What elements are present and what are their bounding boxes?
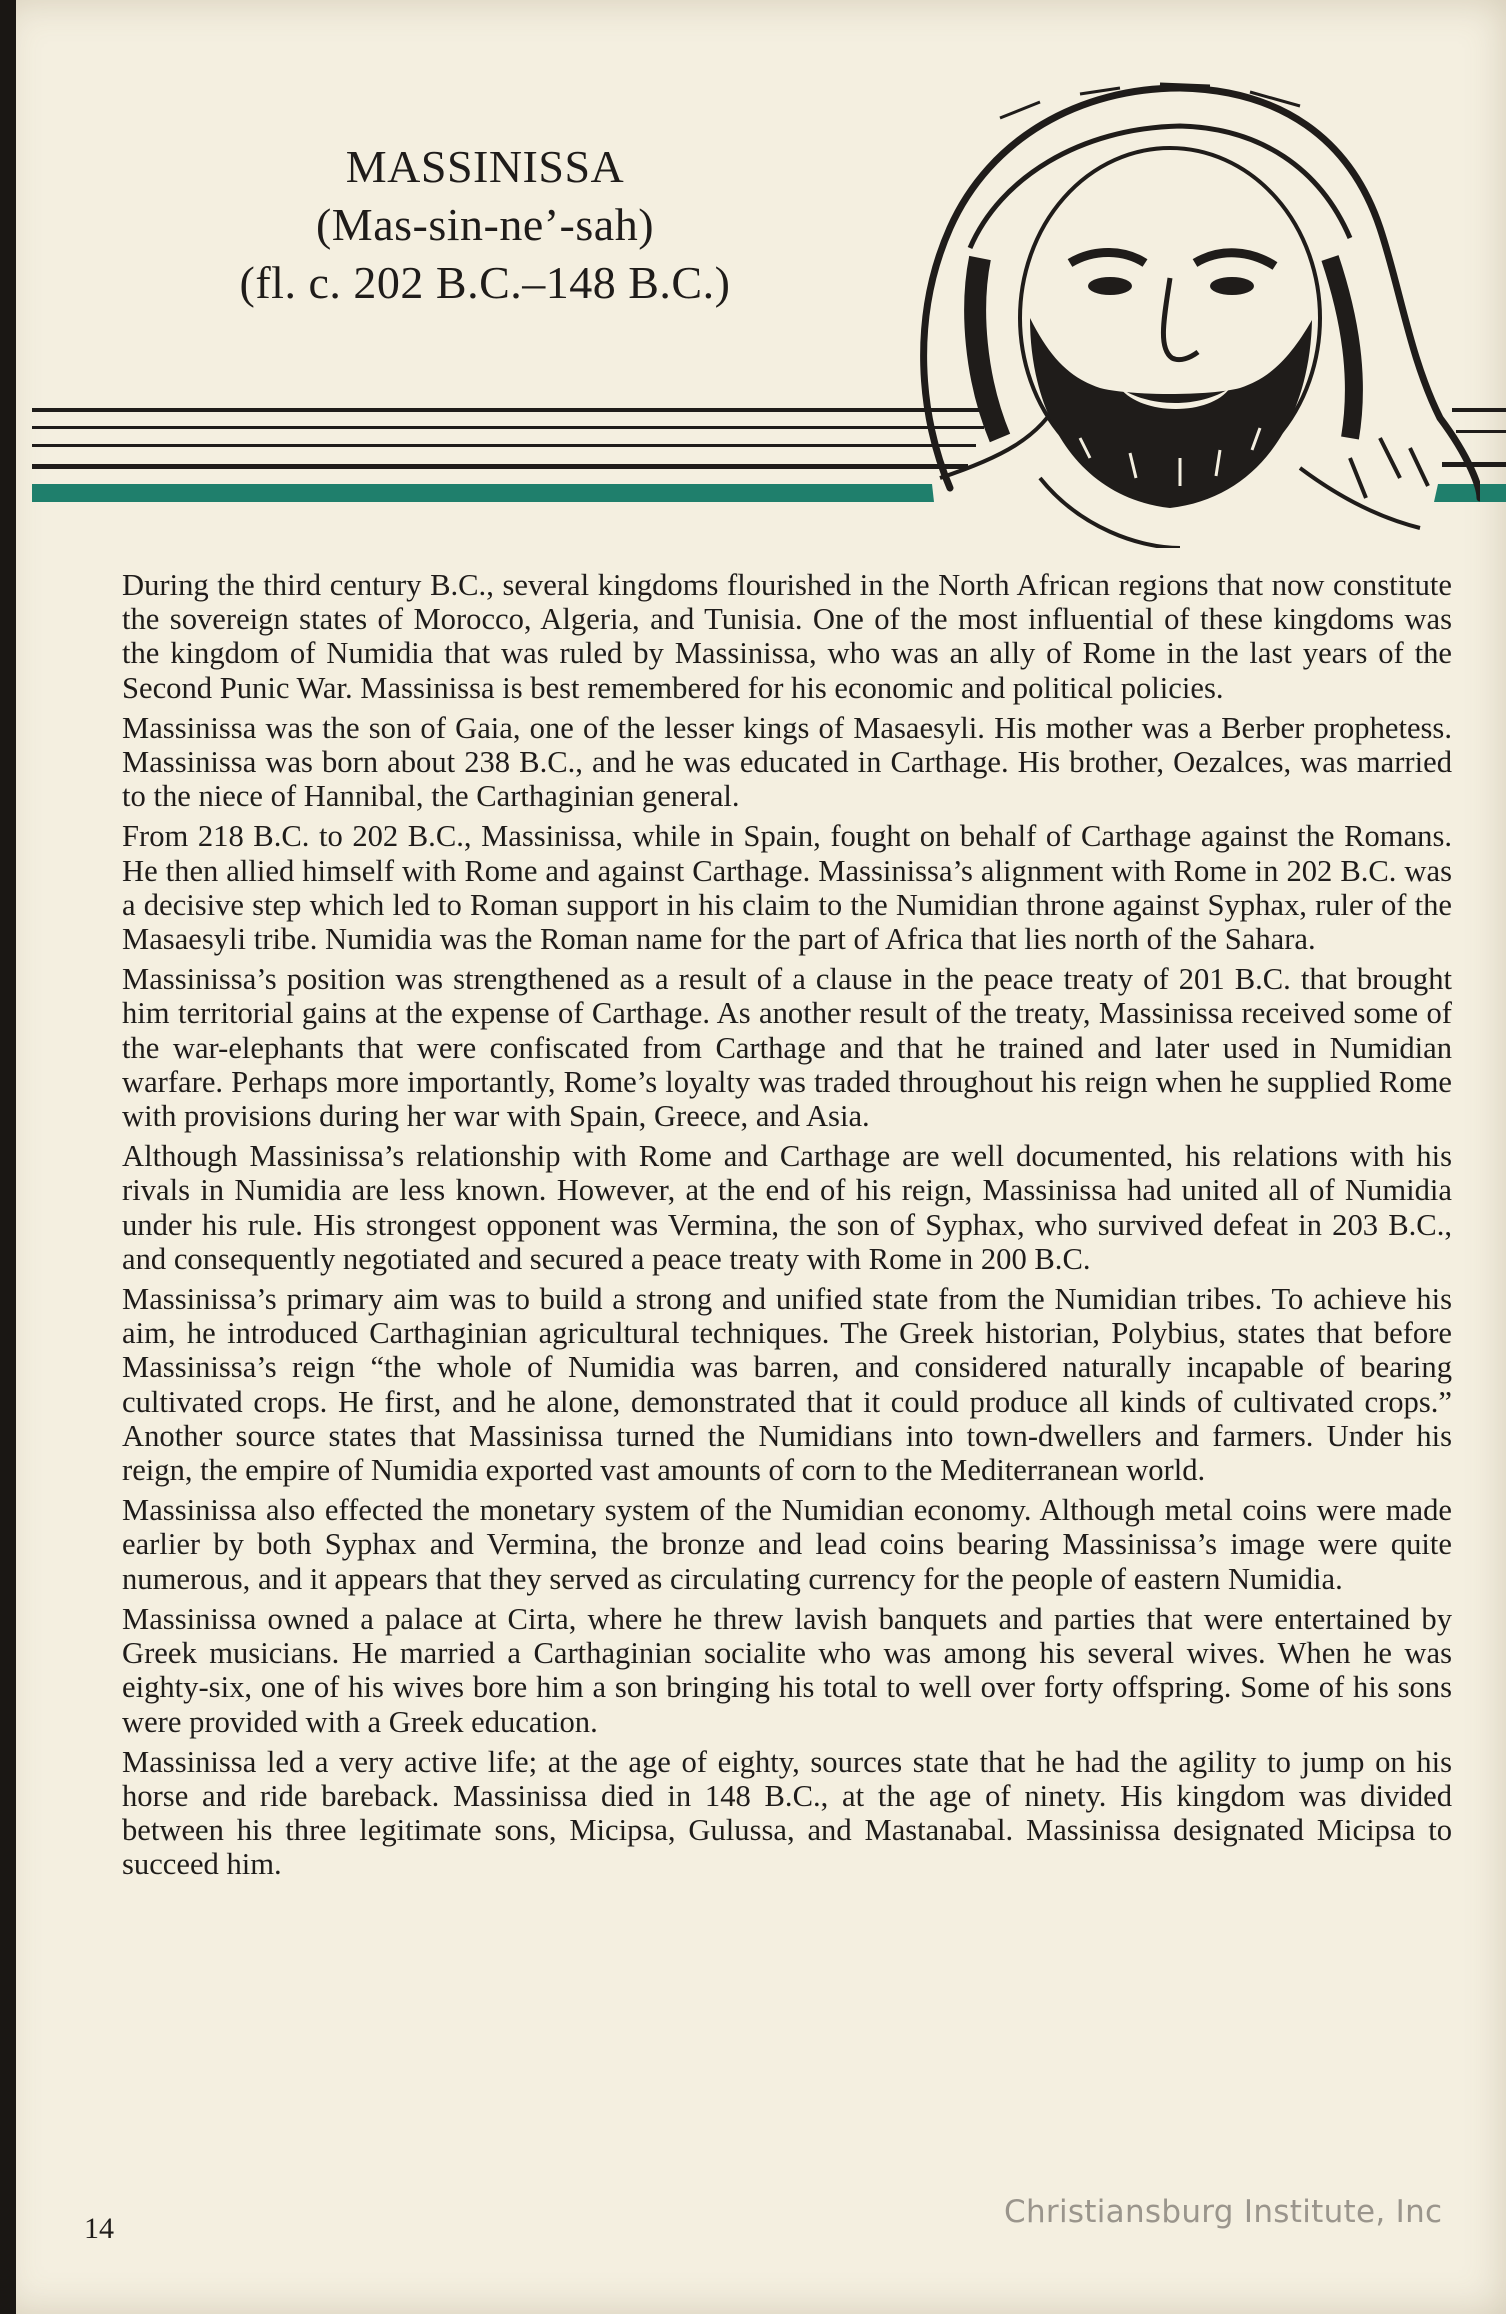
paragraph: Massinissa led a very active life; at the age of eighty, sources state that he had the agility to jump on his horse and ride bareback. Massinissa died in 148 B.C., at the age of ninety. His kingdom was divided between his three legitimate sons, Micipsa, Gulussa, and Mastanabal. Massinissa designated Micipsa to succeed him. — [122, 1744, 1452, 1882]
paragraph: During the third century B.C., several kingdoms flourished in the North African regions that now constitute the sovereign states of Morocco, Algeria, and Tunisia. One of the most influential of these kingdoms was the kingdom of Numidia that was ruled by Massinissa, who was an ally of Rome in the last years of the Second Punic War. Massinissa is best remembered for his economic and political policies. — [122, 568, 1452, 705]
stripe-thin-3 — [32, 444, 976, 447]
paragraph: Massinissa also effected the monetary system of the Numidian economy. Although metal coins were made earlier by both Syphax and Vermina, the bronze and lead coins bearing Massinissa’s image were quite numerous, and it appears that they served as circulating currency for the people of eastern Numidia. — [122, 1493, 1452, 1596]
article-body — [122, 568, 1452, 1888]
portrait-sketch-icon — [880, 58, 1480, 548]
paragraph: Massinissa was the son of Gaia, one of the lesser kings of Masaesyli. His mother was a Berber prophetess. Massinissa was born about 238 B.C., and he was educated in Carthage. His brother, Oezalces, was married to the niece of Hannibal, the Carthaginian general. — [122, 710, 1452, 814]
paragraph: Although Massinissa’s relationship with Rome and Carthage are well documented, his relations with his rivals in Numidia are less known. However, at the end of his reign, Massinissa had united all of Numidia under his rule. His strongest opponent was Vermina, the son of Syphax, who survived defeat in 203 B.C., and consequently negotiated and secured a peace treaty with Rome in 200 B.C. — [122, 1139, 1452, 1276]
title-block — [180, 138, 790, 312]
stripe-green-left — [32, 484, 934, 502]
page-number: 14 — [84, 2212, 114, 2245]
stripe-thin-1 — [32, 408, 992, 412]
page-binding-edge — [0, 0, 16, 2314]
paragraph: From 218 B.C. to 202 B.C., Massinissa, while in Spain, fought on behalf of Carthage against the Romans. He then allied himself with Rome and against Carthage. Massinissa’s alignment with Rome in 202 B.C. was a decisive step which led to Roman support in his claim to the Numidian throne against Syphax, ruler of the Masaesyli tribe. Numidia was the Roman name for the part of Africa that lies north of the Sahara. — [122, 819, 1452, 957]
watermark: Christiansburg Institute, Inc — [1004, 2194, 1443, 2230]
pronunciation: (Mas-sin-ne’-sah) — [315, 199, 655, 250]
stripe-thin-4 — [32, 464, 968, 469]
stripe-thin-2 — [32, 426, 984, 429]
paragraph: Massinissa’s primary aim was to build a strong and unified state from the Numidian tribes. To achieve his aim, he introduced Carthaginian agricultural techniques. The Greek historian, Polybius, states that before Massinissa’s reign “the whole of Numidia was barren, and considered naturally incapable of bearing cultivated crops. He first, and he alone, demonstrated that it could produce all kinds of cultivated crops.” Another source states that Massinissa turned the Numidians into town-dwellers and farmers. Under his reign, the empire of Numidia exported vast amounts of corn to the Mediterranean world. — [122, 1282, 1452, 1488]
life-dates: (fl. c. 202 B.C.–148 B.C.) — [239, 257, 731, 308]
paragraph: Massinissa’s position was strengthened as a result of a clause in the peace treaty of 201 B.C. that brought him territorial gains at the expense of Carthage. As another result of the treaty, Massinissa received some of the war-elephants that were confiscated from Carthage and that he trained and later used in Numidian warfare. Perhaps more importantly, Rome’s loyalty was traded throughout his reign when he supplied Rome with provisions during her war with Spain, Greece, and Asia. — [122, 962, 1452, 1134]
page-title: MASSINISSA — [345, 141, 625, 192]
paragraph: Massinissa owned a palace at Cirta, where he threw lavish banquets and parties that were entertained by Greek musicians. He married a Carthaginian socialite who was among his several wives. When he was eighty-six, one of his wives bore him a son bringing his total to well over forty offspring. Some of his sons were provided with a Greek education. — [122, 1601, 1452, 1739]
